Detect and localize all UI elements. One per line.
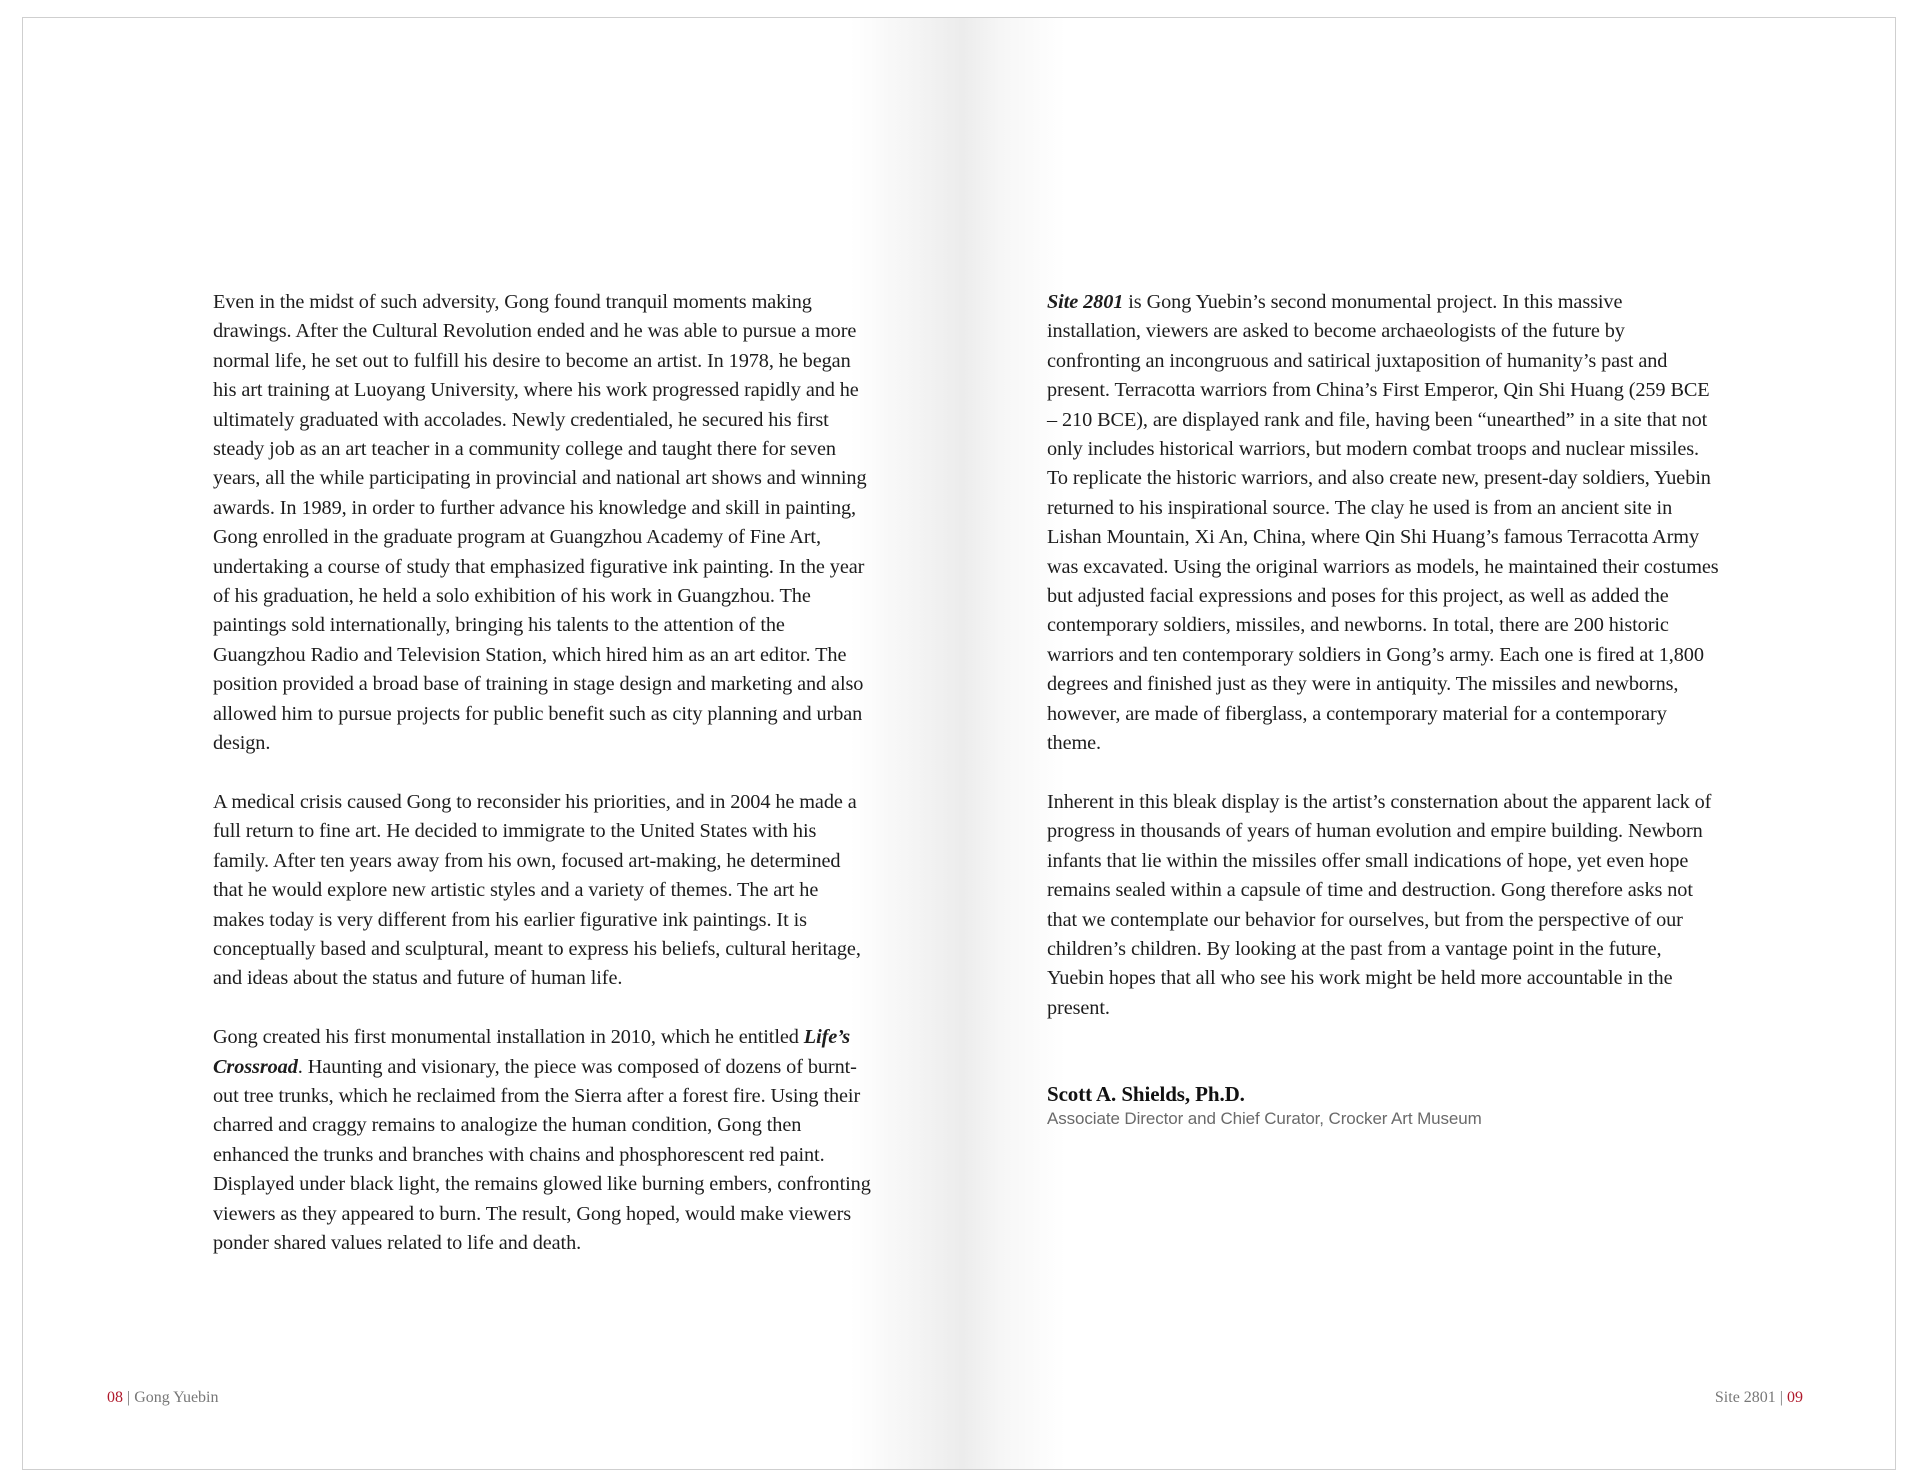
folio-separator: | (123, 1389, 135, 1406)
left-page (23, 18, 963, 1469)
paragraph-text: . Haunting and visionary, the piece was composed of dozens of burnt-out tree trunks, which he reclaimed from the Sierra after a forest fire. Using their charred and craggy remains to analogize the human condition, Gong then enhanced the trunks and branches with chains and phosphorescent red paint. Displayed under black light, the remains glowed like burning embers, confronting viewers as they appeared to burn. The result, Gong hoped, would make viewers ponder shared values related to life and death. (213, 1055, 871, 1254)
right-page (963, 18, 1895, 1469)
right-text-column (1047, 288, 1719, 1131)
author-name: Scott A. Shields, Ph.D. (1047, 1082, 1245, 1107)
author-role: Associate Director and Chief Curator, Crocker Art Museum (1047, 1109, 1482, 1129)
left-paragraph-1: Even in the midst of such adversity, Gong found tranquil moments making drawings. After the Cultural Revolution ended and he was able to pursue a more normal life, he set out to fulfill his desire to become an artist. In 1978, he began his art training at Luoyang University, where his work progressed rapidly and he ultimately graduated with accolades. Newly credentialed, he secured his first steady job as an art teacher in a community college and taught there for seven years, all the while participating in provincial and national art shows and winning awards. In 1989, in order to further advance his knowledge and skill in painting, Gong enrolled in the graduate program at Guangzhou Academy of Fine Art, undertaking a course of study that emphasized figurative ink painting. In the year of his graduation, he held a solo exhibition of his work in Guangzhou. The paintings sold internationally, bringing his talents to the attention of the Guangzhou Radio and Television Station, which hired him as an art editor. The position provided a broad base of training in stage design and marketing and also allowed him to pursue projects for public benefit such as city planning and urban design. (213, 291, 867, 755)
left-text-column (213, 288, 873, 1288)
artwork-title: Site 2801 (1047, 291, 1124, 313)
page-number: 09 (1787, 1389, 1803, 1406)
book-spread (22, 17, 1896, 1470)
running-head: Gong Yuebin (134, 1389, 219, 1406)
running-head: Site 2801 (1714, 1389, 1776, 1406)
artwork-title: Life’s Crossroad (213, 1026, 851, 1078)
left-paragraph-3 (213, 1023, 873, 1258)
left-paragraph-2: A medical crisis caused Gong to reconsider his priorities, and in 2004 he made a full return to fine art. He decided to immigrate to the United States with his family. After ten years away from his own, focused art-making, he determined that he would explore new artistic styles and a variety of themes. The art he makes today is very different from his earlier figurative ink paintings. It is conceptually based and sculptural, meant to express his beliefs, cultural heritage, and ideas about the status and future of human life. (213, 790, 861, 990)
right-paragraph-1 (1047, 288, 1719, 759)
folio-separator: | (1775, 1389, 1787, 1406)
page-folio-right (1715, 1389, 1803, 1407)
page-number: 08 (107, 1389, 123, 1406)
right-paragraph-2: Inherent in this bleak display is the artist’s consternation about the apparent lack of progress in thousands of years of human evolution and empire building. Newborn infants that lie within the missiles offer small indications of hope, yet even hope remains sealed within a capsule of time and destruction. Gong therefore asks not that we contemplate our behavior for ourselves, but from the perspective of our children’s children. By looking at the past from a vantage point in the future, Yuebin hopes that all who see his work might be held more accountable in the present. (1047, 790, 1712, 1019)
paragraph-text: Gong created his first monumental installation in 2010, which he entitled (213, 1026, 804, 1049)
page-folio-left (107, 1389, 219, 1407)
paragraph-text: is Gong Yuebin’s second monumental project. In this massive installation, viewers are asked to become archaeologists of the future by confronting an incongruous and satirical juxtaposition of humanity’s past and present. Terracotta warriors from China’s First Emperor, Qin Shi Huang (259 BCE – 210 BCE), are displayed rank and file, having been “unearthed” in a site that not only includes historical warriors, but modern combat troops and nuclear missiles. To replicate the historic warriors, and also create new, present-day soldiers, Yuebin returned to his inspirational source. The clay he used is from an ancient site in Lishan Mountain, Xi An, China, where Qin Shi Huang’s famous Terracotta Army was excavated. Using the original warriors as models, he maintained their costumes but adjusted facial expressions and poses for this project, as well as added the contemporary soldiers, missiles, and newborns. In total, there are 200 historic warriors and ten contemporary soldiers in Gong’s army. Each one is fired at 1,800 degrees and finished just as they were in antiquity. The missiles and newborns, however, are made of fiberglass, a contemporary material for a contemporary theme. (1047, 291, 1719, 755)
